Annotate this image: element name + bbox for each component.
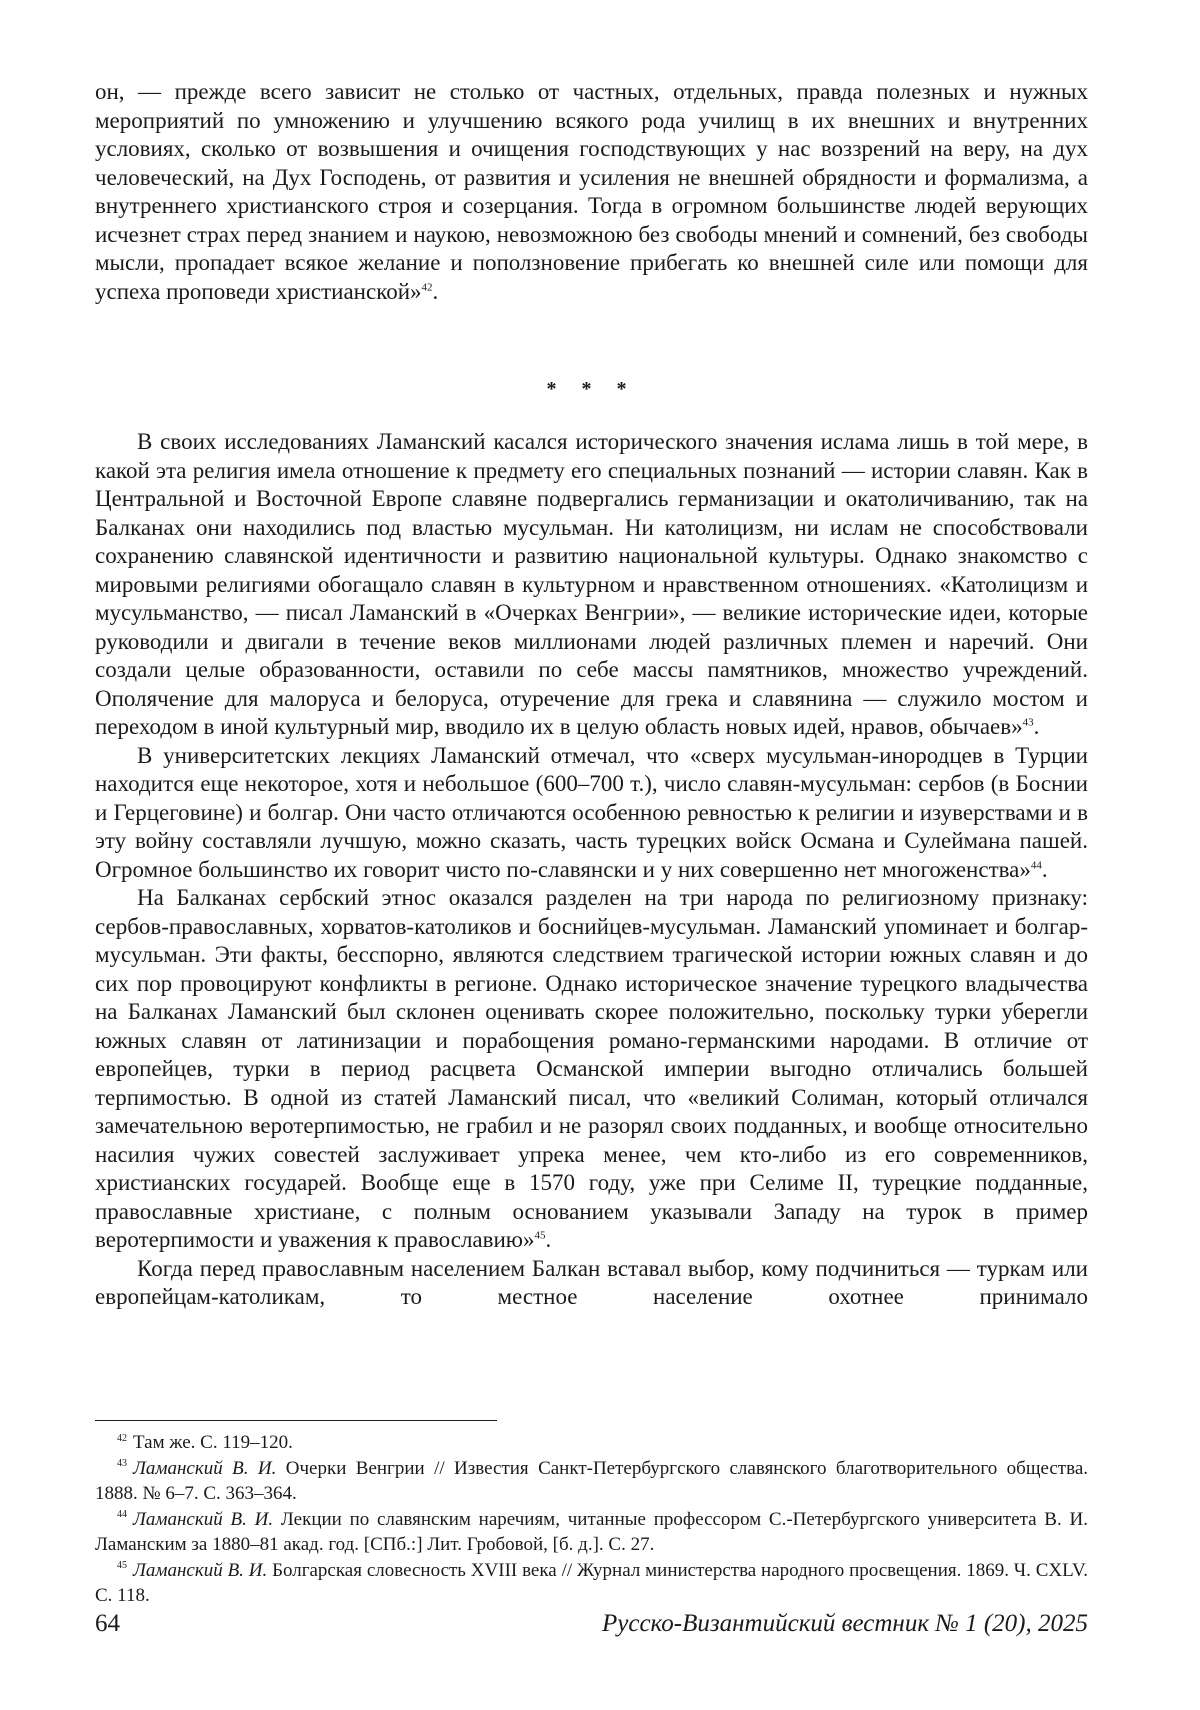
note-ref-43[interactable]: 43 (1023, 716, 1034, 728)
footnote-45: 45 Ламанский В. И. Болгарская словесность XVIII века // Журнал министерства народного просвещения. 1869. Ч. CXLV. С. 118. (95, 1558, 1088, 1609)
main-text (95, 428, 1088, 1312)
footnotes (95, 1430, 1088, 1609)
paragraph: Когда перед православным населением Балкан вставал выбор, кому подчиниться — туркам или европейцам-католикам, то местное население охотнее принимало (95, 1255, 1088, 1312)
note-ref-42[interactable]: 42 (422, 281, 433, 293)
footnote-43: 43 Ламанский В. И. Очерки Венгрии // Известия Санкт-Петербургского славянского благотворительного общества. 1888. № 6–7. С. 363–364. (95, 1456, 1088, 1507)
page-number: 64 (95, 1610, 120, 1638)
journal-title: Русско-Византийский вестник № 1 (20), 2025 (602, 1610, 1088, 1638)
intro-text: он, — прежде всего зависит не столько от частных, отдельных, правда полезных и нужных мероприятий по умножению и улучшению всякого рода училищ в их внешних и внутренних условиях, сколько от возвышения и очищения господствующих у нас воззрений на веру, на дух человеческий, на Дух Господень, от развития и усиления не внешней обрядности и формализма, а внутреннего христианского строя и созерцания. Тогда в огромном большинстве людей верующих исчезнет страх перед знанием и наукою, невозможною без свободы мнений и сомнений, без свободы мысли, пропадает всякое желание и поползновение прибегать ко внешней силе или помощи для успеха проповеди христианской» (95, 79, 1088, 304)
paragraph: В своих исследованиях Ламанский касался исторического значения ислама лишь в той мере, в какой эта религия имела отношение к предмету его специальных познаний — истории славян. Как в Центральной и Восточной Европе славяне подвергались германизации и окатоличиванию, так на Балканах они находились под властью мусульман. Ни католицизм, ни ислам не способствовали сохранению славянской идентичности и развитию национальной культуры. Однако знакомство с мировыми религиями обогащало славян в культурном и нравственном отношениях. «Католицизм и мусульманство, — писал Ламанский в «Очерках Венгрии», — великие исторические идеи, которые руководили и двигали в течение веков миллионами людей различных племен и наречий. Они создали целые образованности, оставили по себе массы памятников, множество учреждений. Ополячение для малоруса и белоруса, отуречение для грека и славянина — служило мостом и переходом в иной культурный мир, вводило их в целую область новых идей, нравов, обычаев»43. (95, 428, 1088, 742)
footnote-42: 42 Там же. С. 119–120. (95, 1430, 1088, 1456)
intro-paragraph: он, — прежде всего зависит не столько от частных, отдельных, правда полезных и нужных мероприятий по умножению и улучшению всякого рода училищ в их внешних и внутренних условиях, сколько от возвышения и очищения господствующих у нас воззрений на веру, на дух человеческий, на Дух Господень, от развития и усиления не внешней обрядности и формализма, а внутреннего христианского строя и созерцания. Тогда в огромном большинстве людей верующих исчезнет страх перед знанием и наукою, невозможною без свободы мнений и сомнений, без свободы мысли, пропадает всякое желание и поползновение прибегать ко внешней силе или помощи для успеха проповеди христианской»42. (95, 78, 1088, 306)
footnote-44: 44 Ламанский В. И. Лекции по славянским наречиям, читанные профессором С.-Петербургского университета В. И. Ламанским за 1880–81 акад. год. [СПб.:] Лит. Гробовой, [б. д.]. С. 27. (95, 1507, 1088, 1558)
note-ref-44[interactable]: 44 (1031, 859, 1042, 871)
paragraph: В университетских лекциях Ламанский отмечал, что «сверх мусульман-инородцев в Турции находится еще некоторое, хотя и небольшое (600–700 т.), число славян-мусульман: сербов (в Боснии и Герцеговине) и болгар. Они часто отличаются особенною ревностью к религии и изуверствами и в эту войну составляли лучшую, можно сказать, часть турецких войск Османа и Сулеймана пашей. Огромное большинство их говорит чисто по-славянски и у них совершенно нет многоженства»44. (95, 742, 1088, 885)
paragraph: На Балканах сербский этнос оказался разделен на три народа по религиозному признаку: сербов-православных, хорватов-католиков и боснийцев-мусульман. Ламанский упоминает и болгар-мусульман. Эти факты, бесспорно, являются следствием трагической истории южных славян и до сих пор провоцируют конфликты в регионе. Однако историческое значение турецкого владычества на Балканах Ламанский был склонен оценивать скорее положительно, поскольку турки уберегли южных славян от латинизации и порабощения романо-германскими народами. В отличие от европейцев, турки в период расцвета Османской империи выгодно отличались большей терпимостью. В одной из статей Ламанский писал, что «великий Солиман, который отличался замечательною веротерпимостью, не грабил и не разорял своих подданных, и вообще относительно насилия чужих совестей заслуживает упрека менее, чем кто-либо из его современников, христианских государей. Вообще еще в 1570 году, уже при Селиме II, турецкие подданные, православные христиане, с полным основанием указывали Западу на турок в пример веротерпимости и уважения к православию»45. (95, 884, 1088, 1255)
paper-page (0, 0, 1200, 1710)
footnote-divider (95, 1420, 497, 1421)
page-footer (95, 1610, 1088, 1638)
section-separator: * * * (95, 378, 1088, 401)
note-ref-45[interactable]: 45 (534, 1229, 545, 1241)
